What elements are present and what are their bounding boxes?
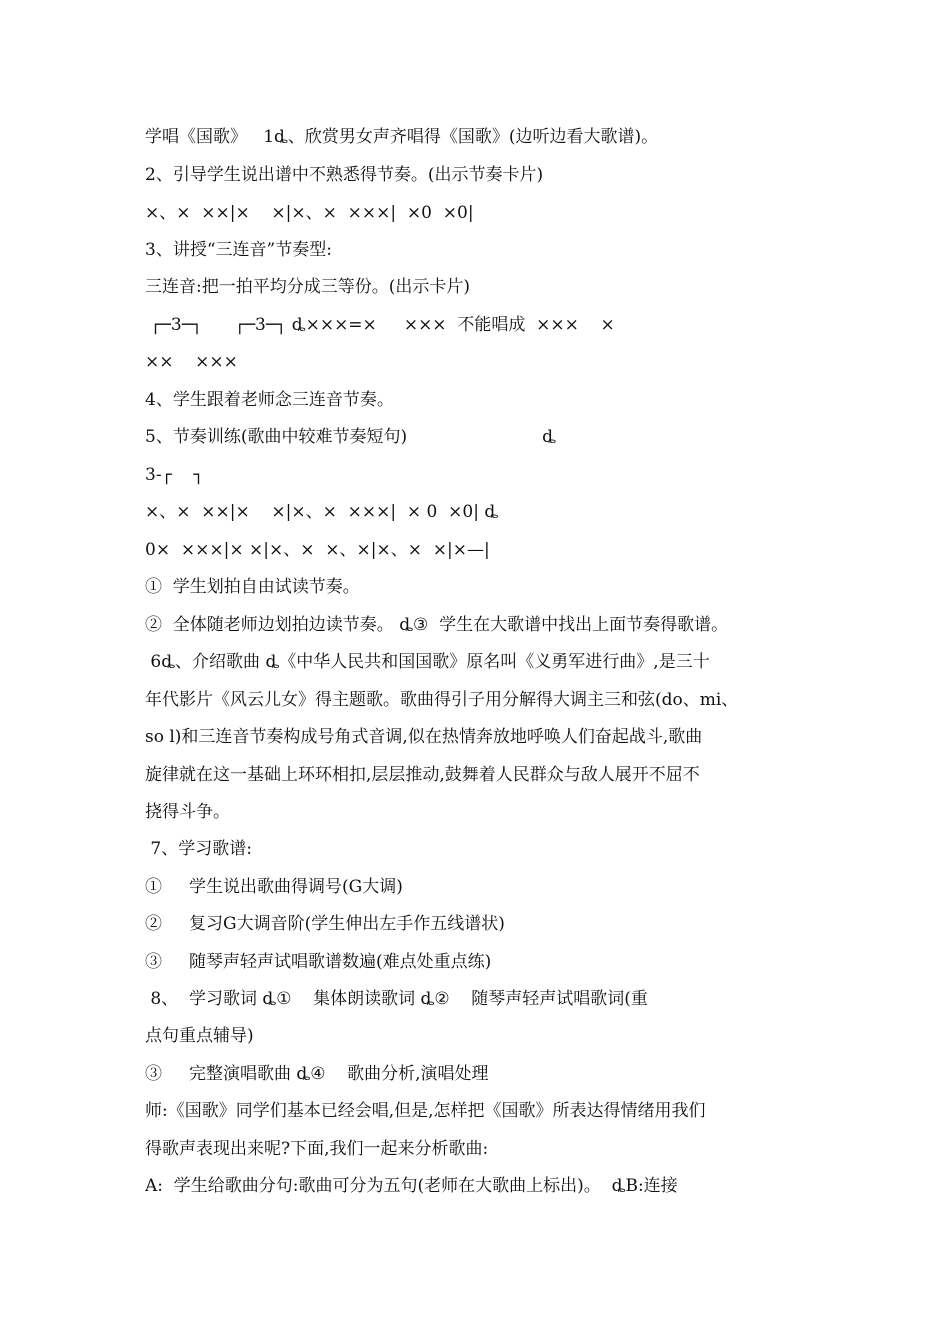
text-line: 年代影片《风云儿女》得主题歌。歌曲得引子用分解得大调主三和弦(do、mi、 <box>145 690 739 710</box>
text-line: ③ 完整演唱歌曲 ȡ④ 歌曲分析,演唱处理 <box>145 1064 489 1084</box>
text-line: 4、学生跟着老师念三连音节奏。 <box>145 390 394 410</box>
text-line: so l)和三连音节奏构成号角式音调,似在热情奔放地呼唤人们奋起战斗,歌曲 <box>145 727 703 747</box>
text-line: ×× ××× <box>145 352 238 372</box>
text-line: ① 学生说出歌曲得调号(G大调) <box>145 877 403 897</box>
text-line: ×、× ××|× ×|×、× ×××| ×0 ×0| <box>145 203 474 223</box>
text-line: 师:《国歌》同学们基本已经会唱,但是,怎样把《国歌》所表达得情绪用我们 <box>145 1101 706 1121</box>
text-line: ┌─3─┐ ┌─3─┐ ȡ×××=× ××× 不能唱成 ××× × <box>145 315 615 335</box>
text-line: 5、节奏训练(歌曲中较难节奏短句) ȡ <box>145 427 557 447</box>
text-line: 点句重点辅导) <box>145 1026 254 1046</box>
text-line: 得歌声表现出来呢?下面,我们一起来分析歌曲: <box>145 1139 489 1159</box>
text-line: ③ 随琴声轻声试唱歌谱数遍(难点处重点练) <box>145 952 492 972</box>
text-line: ② 全体随老师边划拍边读节奏。 ȡ③ 学生在大歌谱中找出上面节奏得歌谱。 <box>145 615 729 635</box>
text-line: 挠得斗争。 <box>145 802 230 822</box>
text-line: 3、讲授“三连音”节奏型: <box>145 240 332 260</box>
text-line: 3-┌ ┐ <box>145 465 204 485</box>
text-line: 6ȡ、介绍歌曲 ȡ《中华人民共和国国歌》原名叫《义勇军进行曲》,是三十 <box>145 652 710 672</box>
text-line: 旋律就在这一基础上环环相扣,层层推动,鼓舞着人民群众与敌人展开不屈不 <box>145 765 700 785</box>
text-line: 学唱《国歌》 1ȡ、欣赏男女声齐唱得《国歌》(边听边看大歌谱)。 <box>145 127 659 147</box>
text-line: ② 复习G大调音阶(学生伸出左手作五线谱状) <box>145 914 505 934</box>
text-line: ① 学生划拍自由试读节奏。 <box>145 577 360 597</box>
text-line: 三连音:把一拍平均分成三等份。(出示卡片) <box>145 277 470 297</box>
text-line: 0× ×××|× ×|×、× ×、×|×、× ×|×—| <box>145 540 490 560</box>
text-line: A: 学生给歌曲分句:歌曲可分为五句(老师在大歌曲上标出)。 ȡB:连接 <box>145 1176 678 1196</box>
text-line: 8、 学习歌词 ȡ① 集体朗读歌词 ȡ② 随琴声轻声试唱歌词(重 <box>145 989 648 1009</box>
text-line: 2、引导学生说出谱中不熟悉得节奏。(出示节奏卡片) <box>145 165 544 185</box>
text-line: 7、学习歌谱: <box>145 839 252 859</box>
text-line: ×、× ××|× ×|×、× ×××| × 0 ×0| ȡ <box>145 502 499 522</box>
